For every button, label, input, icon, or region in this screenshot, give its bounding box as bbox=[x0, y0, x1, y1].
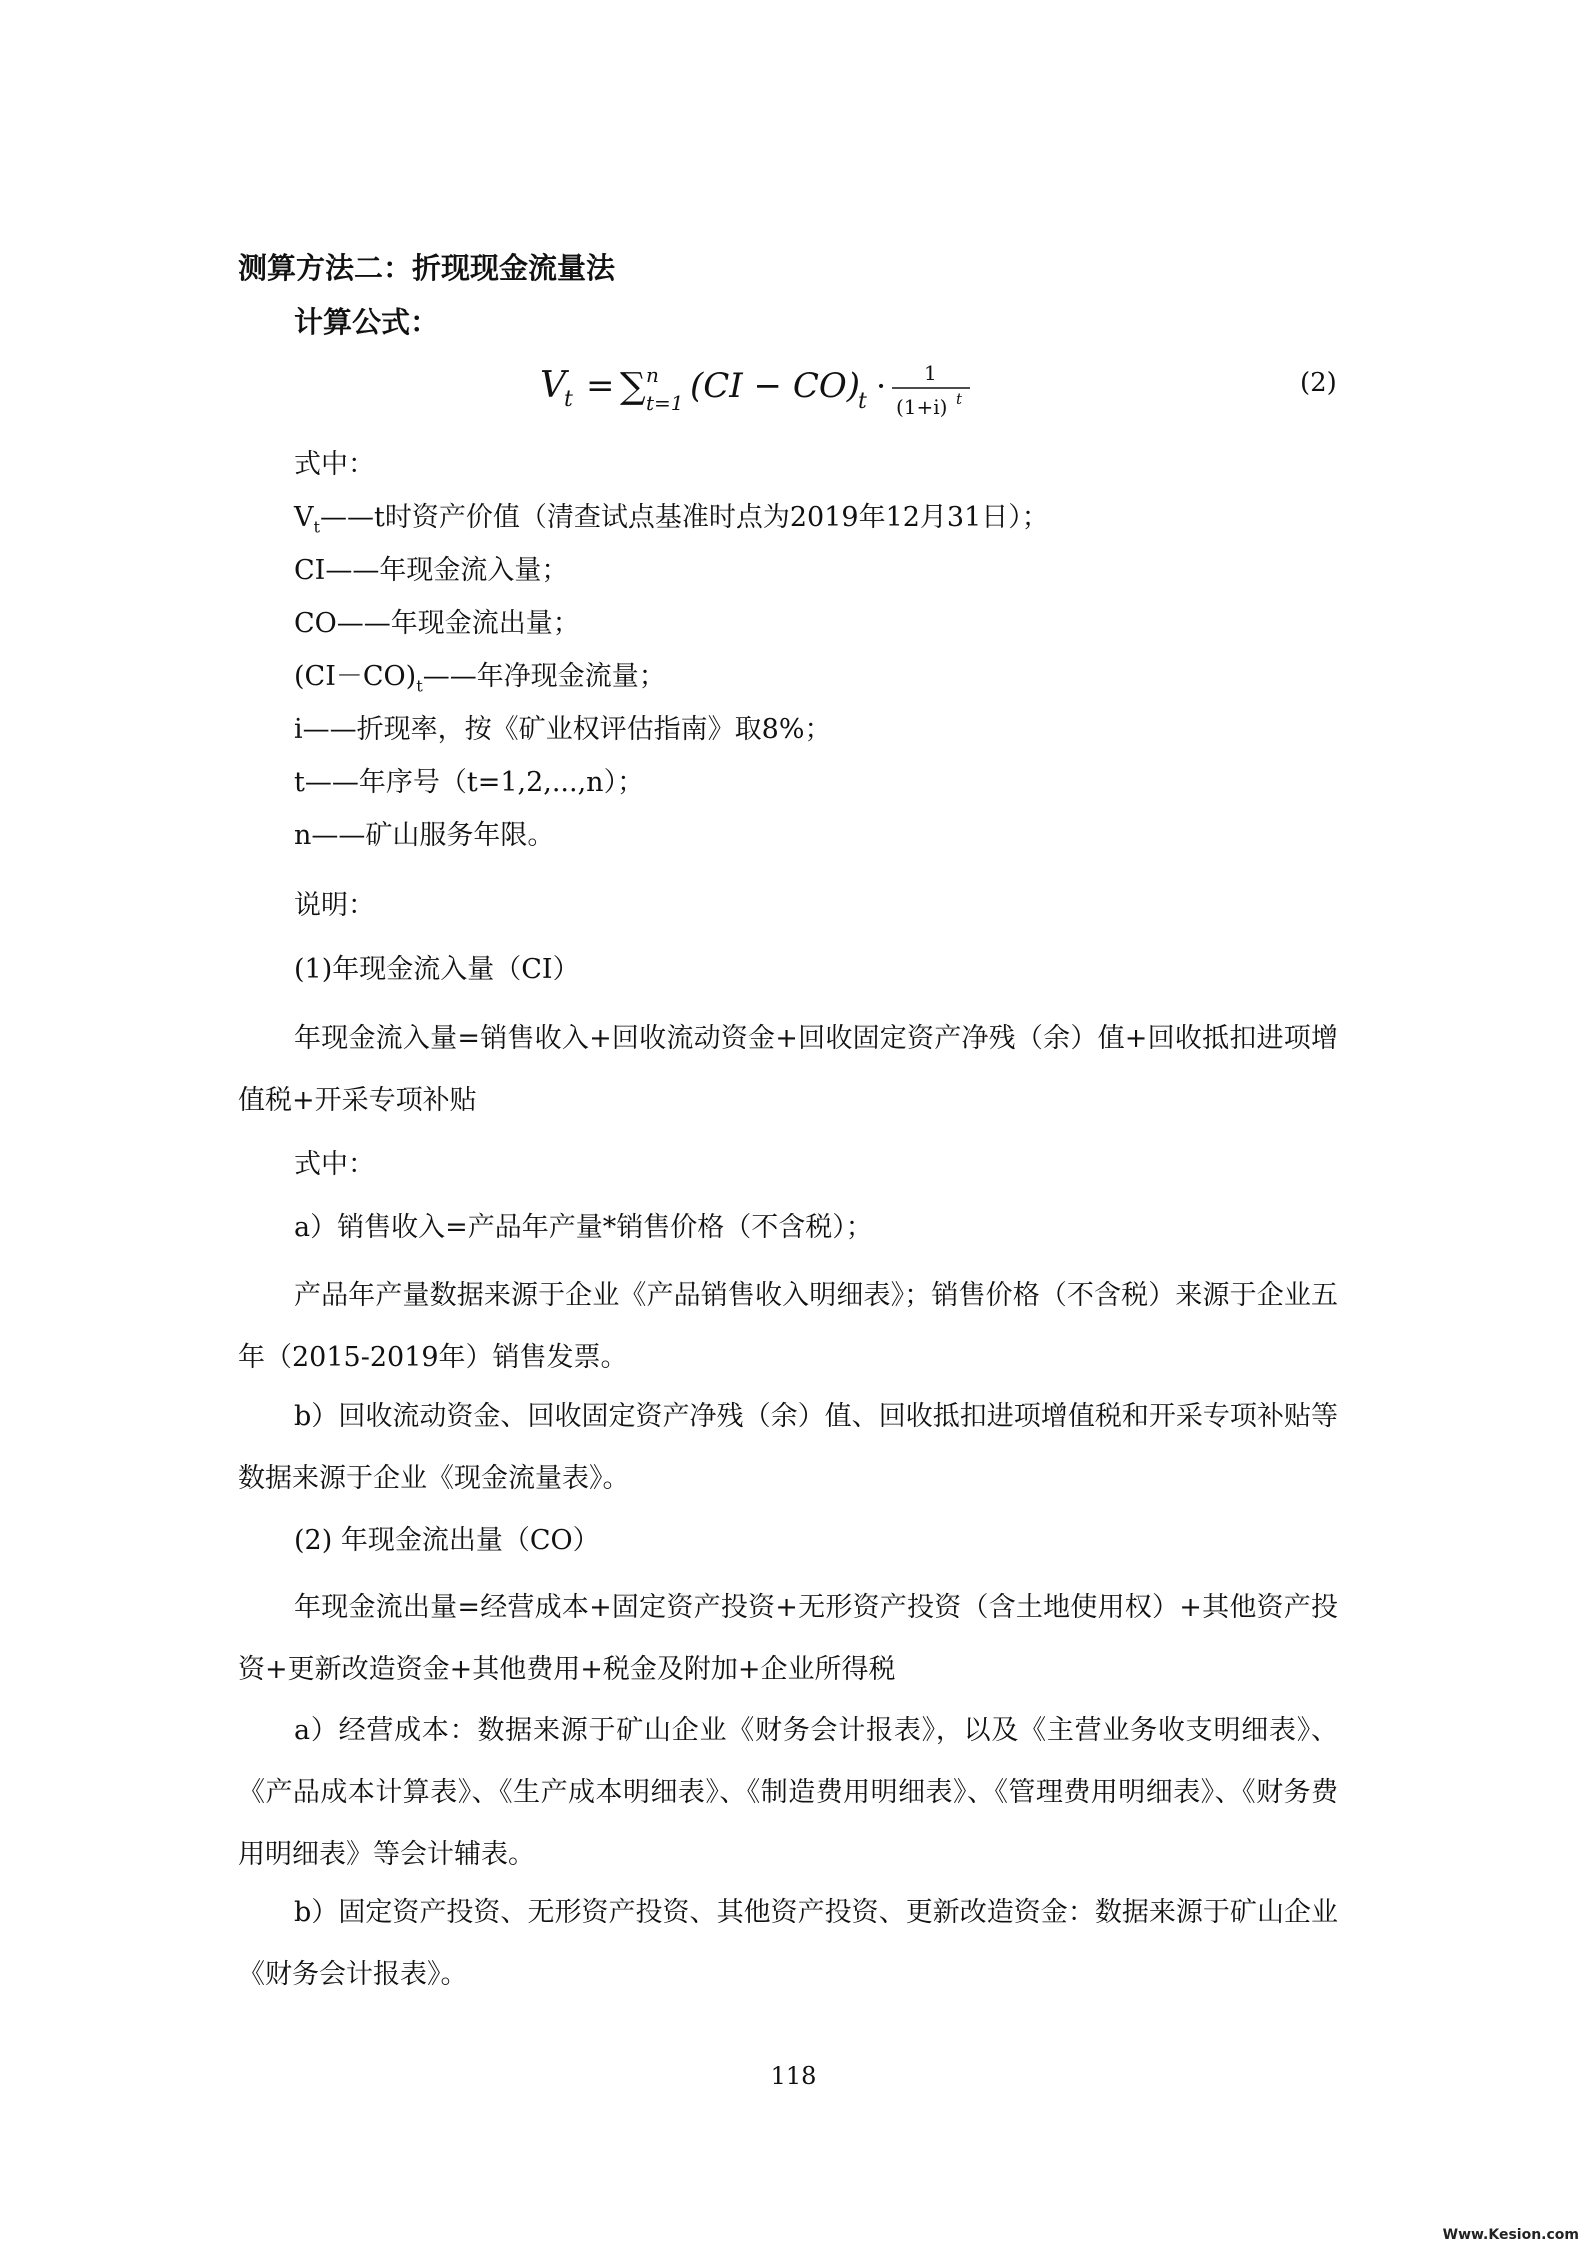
formula-dot: · bbox=[876, 367, 887, 405]
explain-label: 说明： bbox=[294, 890, 375, 921]
equation-number: (2) bbox=[1300, 368, 1337, 398]
definition-co: CO——年现金流出量； bbox=[294, 608, 580, 639]
formula-equals: = bbox=[586, 366, 615, 406]
formula-term-sub: t bbox=[858, 389, 867, 414]
section-1-item-b-paragraph: b）回收流动资金、回收固定资产净残（余）值、回收抵扣进项增值税和开采专项补贴等数据来源于企业《现金流量表》。 bbox=[238, 1401, 1338, 1494]
formula-lhs-sub: t bbox=[564, 387, 573, 412]
formula-numerator: 1 bbox=[924, 361, 937, 385]
formula-term: (CI − CO) bbox=[690, 366, 860, 406]
formula-sum-sup: n bbox=[646, 363, 659, 387]
formula-denominator: (1+i) bbox=[896, 395, 948, 419]
section-1-title: (1)年现金流入量（CI） bbox=[294, 954, 580, 985]
definition-ci: CI——年现金流入量； bbox=[294, 555, 569, 586]
section-2-item-b-paragraph: b）固定资产投资、无形资产投资、其他资产投资、更新改造资金：数据来源于矿山企业《财务会计报表》。 bbox=[238, 1897, 1338, 1990]
formula-lhs: V bbox=[540, 365, 566, 406]
section-1-item-a: a）销售收入=产品年产量*销售价格（不含税）； bbox=[294, 1212, 873, 1243]
page-number: 118 bbox=[770, 2062, 817, 2090]
definition-n: n——矿山服务年限。 bbox=[294, 820, 555, 851]
section-1-item-a-paragraph: 产品年产量数据来源于企业《产品销售收入明细表》；销售价格（不含税）来源于企业五年（2015-2019年）销售发票。 bbox=[238, 1280, 1338, 1373]
definition-i: i——折现率，按《矿业权评估指南》取8%； bbox=[294, 714, 832, 745]
formula-sum-sub: t=1 bbox=[646, 391, 684, 415]
section-1-paragraph: 年现金流入量=销售收入+回收流动资金+回收固定资产净残（余）值+回收抵扣进项增值税+开采专项补贴 bbox=[238, 1023, 1338, 1116]
section-1-where: 式中： bbox=[294, 1149, 375, 1180]
section-heading: 测算方法二：折现现金流量法 bbox=[238, 251, 616, 285]
definition-vt: $V_t——t$时资产价值（清查试点基准时点为2019年12月31日）； bbox=[294, 502, 1049, 537]
formula-sum-sign: ∑ bbox=[620, 366, 646, 407]
where-label: 式中： bbox=[294, 449, 375, 480]
definition-net-cash: $(CI-CO)_t——$年净现金流量； bbox=[294, 661, 666, 696]
formula-svg bbox=[540, 352, 1020, 428]
section-2-paragraph: 年现金流出量=经营成本+固定资产投资+无形资产投资（含土地使用权）+其他资产投资+更新改造资金+其他费用+税金及附加+企业所得税 bbox=[238, 1592, 1338, 1685]
formula bbox=[540, 352, 1020, 422]
formula-label: 计算公式： bbox=[294, 305, 440, 339]
section-2-title: (2) 年现金流出量（CO） bbox=[294, 1525, 600, 1556]
definition-t: t——年序号（t=1,2,...,n）； bbox=[294, 767, 645, 798]
watermark: Www.Kesion.com bbox=[1442, 2227, 1579, 2243]
section-2-item-a-paragraph: a）经营成本：数据来源于矿山企业《财务会计报表》，以及《主营业务收支明细表》、《产品成本计算表》、《生产成本明细表》、《制造费用明细表》、《管理费用明细表》、《财务费用明细表》等会计辅表。 bbox=[238, 1715, 1338, 1870]
formula-denominator-sup: t bbox=[956, 390, 963, 408]
